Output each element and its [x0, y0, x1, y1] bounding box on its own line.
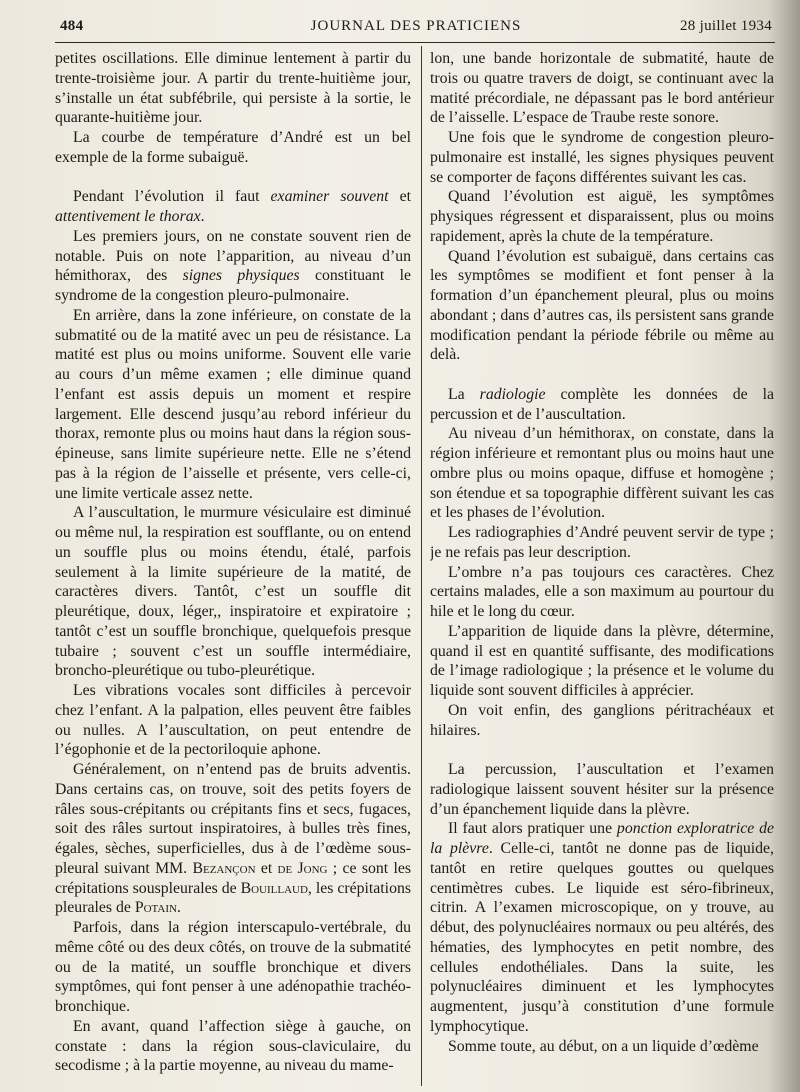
running-header — [60, 18, 772, 40]
paragraph: lon, une bande horizontale de submatité, haute de trois ou quatre travers de doigt, se continuant avec la matité précordiale, ne dépassant pas le bord antérieur de l’aisselle. L’espace de Traube reste sonore. — [430, 50, 774, 127]
paragraph: En arrière, dans la zone inférieure, on constate de la submatité ou de la matité avec un peu de résistance. La matité est plus ou moins uniforme. Souvent elle varie au cours d’un même examen ; elle diminue quand l’enfant est assis depuis un moment et respire largement. Elle descend jusqu’au rebord inférieur du thorax, remonte plus ou moins haut dans la région sous-épineuse, sans limite supérieure nette. Elle ne s’étend pas à la région de l’aisselle et présente, vers celle-ci, une limite verticale assez nette. — [55, 306, 411, 502]
paragraph: Pendant l’évolution il faut examiner souvent et attentivement le thorax. — [55, 188, 411, 225]
emphasis: signes physiques — [182, 267, 300, 285]
paragraph: Au niveau d’un hémithorax, on constate, dans la région inférieure et remontant plus ou moins haut une ombre plus ou moins opaque, diffuse et homogène ; son étendue et sa topographie diffèrent suivant les cas et les phases de l’évolution. — [430, 425, 774, 522]
column-divider — [421, 46, 422, 1086]
paragraph: En avant, quand l’affection siège à gauche, on constate : dans la région sous-claviculaire, du secodisme ; à la partie moyenne, au niveau du mame- — [55, 1017, 411, 1075]
paragraph: Somme toute, au début, on a un liquide d’œdème — [448, 1037, 759, 1055]
paragraph: A l’auscultation, le murmure vésiculaire est diminué ou même nul, la respiration est soufflante, ou on entend un souffle plus ou moins étendu, étalé, parfois seulement à la limite supérieure de la matité, de caractères divers. Tantôt, c’est un souffle dit pleurétique, doux, léger,, inspiratoire et expiratoire ; tantôt c’est un souffle bronchique, quelquefois presque tubaire ; souvent c’est un souffle intermédiaire, broncho-pleurétique ou tubo-pleurétique. — [55, 504, 411, 680]
paragraph: Les premiers jours, on ne constate souvent rien de notable. Puis on note l’apparition, au niveau d’un hémithorax, des signes physiques constituant le syndrome de la congestion pleuro-pulmonaire. — [55, 227, 411, 304]
emphasis: radiologie — [479, 385, 546, 403]
paragraph: Parfois, dans la région interscapulo-vertébrale, du même côté ou des deux côtés, on trouve de la submatité ou de la matité, un souffle bronchique et divers symptômes, qui font penser à une adénopathie trachéo-bronchique. — [55, 919, 411, 1015]
emphasis: attentivement le thorax — [55, 208, 201, 225]
author-name: de Jong — [277, 859, 328, 877]
paragraph: petites oscillations. Elle diminue lentement à partir du trente-troisième jour. A partir du trente-huitième jour, s’installe un état subfébrile, qui persiste à la sortie, le quarante-huitième jour. — [55, 50, 411, 127]
paragraph: Les radiographies d’André peuvent servir de type ; je ne refais pas leur description. — [430, 524, 774, 561]
author-name: Potain — [134, 899, 177, 917]
paragraph: Il faut alors pratiquer une ponction exploratrice de la plèvre. Celle-ci, tantôt ne donne pas de liquide, tantôt en retire quelques gouttes ou quelques centimètres cubes. Le liquide est séro-fibrineux, citrin. A l’examen microscopique, on y trouve, au début, des polynucléaires normaux ou peu altérés, des hématies, des lymphocytes en petit nombre, des cellules endothéliales. Dans la suite, les polynucléaires diminuent et les lymphocytes augmentent, jusqu’à constitution d’une formule lymphocytique. — [430, 820, 774, 1035]
left-column — [55, 49, 411, 1089]
author-name: Bezançon — [192, 859, 256, 877]
emphasis: examiner souvent — [270, 188, 389, 206]
header-rule — [55, 42, 775, 43]
paragraph: La courbe de température d’André est un bel exemple de la forme subaiguë. — [55, 129, 411, 166]
paragraph: L’ombre n’a pas toujours ces caractères. Chez certains malades, elle a son maximum au pourtour du hile et le long du cœur. — [430, 563, 774, 620]
page-number: 484 — [60, 18, 84, 34]
paragraph: L’apparition de liquide dans la plèvre, détermine, quand il est en quantité suffisante, des modifications de l’image radiologique ; la présence et le volume du liquide sont souvent difficiles à apprécier. — [430, 622, 774, 699]
paragraph: La percussion, l’auscultation et l’examen radiologique laissent souvent hésiter sur la présence d’un épanchement liquide dans la plèvre. — [430, 761, 774, 818]
paragraph: On voit enfin, des ganglions péritrachéaux et hilaires. — [430, 701, 774, 739]
paragraph: Quand l’évolution est aiguë, les symptômes physiques régressent et disparaissent, plus ou moins rapidement, après la chute de la température. — [430, 188, 774, 245]
issue-date: 28 juillet 1934 — [680, 18, 772, 34]
paragraph: Généralement, on n’entend pas de bruits adventis. Dans certains cas, on trouve, soit des petits foyers de râles sous-crépitants ou crépitants fins et secs, fugaces, soit des râles surtout inspiratoires, à bulles très fines, égales, sèches, superficielles, dus à de l’œdème sous-pleural suivant MM. Bezançon et de Jong ; ce sont les crépitations souspleurales de Bouillaud, les crépitations pleurales de Potain. — [55, 761, 411, 917]
author-name: Bouillaud — [240, 879, 308, 897]
paragraph: La radiologie complète les données de la percussion et de l’auscultation. — [430, 385, 774, 423]
emphasis: ponction exploratrice de la plèvre — [430, 820, 774, 857]
paragraph: Les vibrations vocales sont difficiles à percevoir chez l’enfant. A la palpation, elles peuvent être faibles ou nulles. A l’auscultation, on peut entendre de l’égophonie et de la pectoriloquie aphone. — [55, 682, 411, 759]
paragraph: Quand l’évolution est subaiguë, dans certains cas les symptômes se modifient et font penser à la formation d’un épanchement pleural, plus ou moins abondant ; dans d’autres cas, ils persistent sans grande modification pendant la période fébrile ou même au delà. — [430, 247, 774, 364]
paragraph: Une fois que le syndrome de congestion pleuro-pulmonaire est installé, les signes physiques peuvent se comporter de façons différentes suivant les cas. — [430, 129, 774, 186]
right-column — [430, 49, 774, 1089]
journal-title: JOURNAL DES PRATICIENS — [310, 18, 522, 34]
